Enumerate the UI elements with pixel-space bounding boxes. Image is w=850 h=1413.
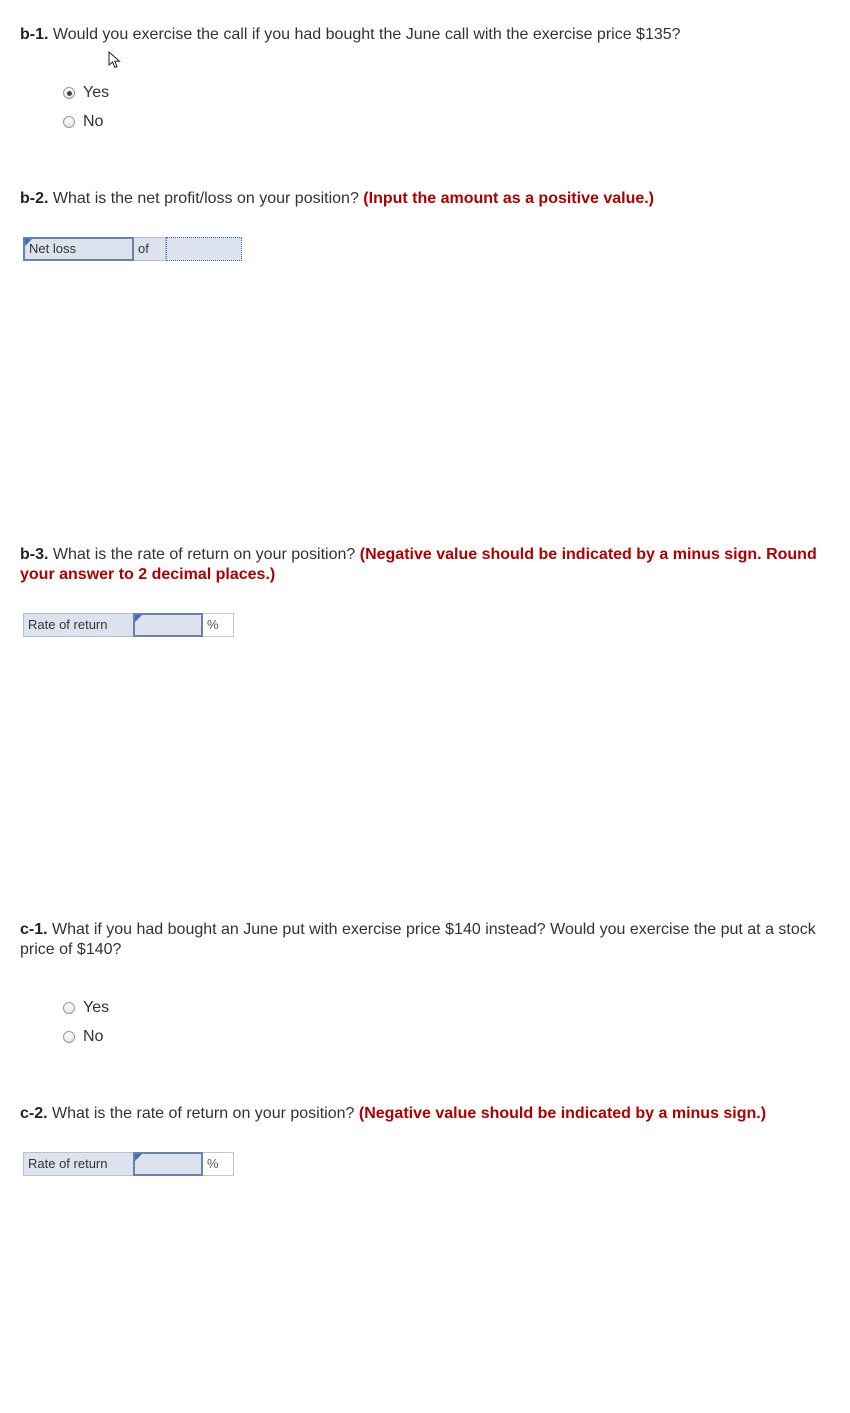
question-number: c-1.: [20, 921, 48, 938]
rate-of-return-label: Rate of return: [23, 613, 134, 637]
rate-of-return-input[interactable]: [133, 1152, 203, 1176]
rate-of-return-label: Rate of return: [23, 1152, 134, 1176]
question-instruction: (Negative value should be indicated by a minus sign.): [358, 1105, 767, 1122]
question-instruction: (Input the amount as a positive value.): [363, 190, 655, 207]
question-number: b-3.: [20, 546, 49, 563]
question-instruction: (Negative value should be indicated by a minus sign. Round your answer to 2 decimal places.): [20, 546, 817, 583]
rate-of-return-input[interactable]: [133, 613, 203, 637]
question-number: b-1.: [20, 26, 49, 43]
radio-option-no[interactable]: [63, 1026, 103, 1048]
input-indicator-icon: [135, 615, 142, 622]
radio-button[interactable]: [63, 1031, 75, 1043]
question-text: What if you had bought an June put with exercise price $140 instead? Would you exercise the put at a stock price of $140?: [20, 921, 816, 958]
radio-label: Yes: [83, 999, 110, 1016]
percent-unit: %: [203, 1152, 234, 1176]
radio-button[interactable]: [63, 116, 75, 128]
question-text: What is the rate of return on your position?: [52, 1105, 355, 1122]
percent-unit: %: [203, 613, 234, 637]
mouse-cursor-icon: [108, 51, 122, 69]
question-number: b-2.: [20, 190, 49, 207]
radio-option-yes[interactable]: [63, 82, 109, 104]
input-indicator-icon: [135, 1154, 142, 1161]
question-b3: [20, 545, 835, 585]
net-amount-input[interactable]: [166, 237, 242, 261]
question-text: What is the net profit/loss on your position?: [52, 190, 359, 207]
question-c2: [20, 1104, 835, 1124]
radio-option-no[interactable]: [63, 111, 103, 133]
dropdown-value: Net loss: [29, 241, 76, 256]
radio-label: Yes: [83, 84, 110, 101]
question-text: What is the rate of return on your position?: [52, 546, 356, 563]
question-c1: [20, 920, 835, 960]
question-b2: [20, 189, 835, 209]
radio-label: No: [83, 1028, 104, 1045]
net-profit-loss-dropdown[interactable]: [23, 237, 134, 261]
question-b1: [20, 25, 835, 45]
radio-option-yes[interactable]: [63, 997, 109, 1019]
radio-button-checked[interactable]: [63, 87, 75, 99]
radio-button[interactable]: [63, 1002, 75, 1014]
dropdown-indicator-icon: [25, 239, 32, 246]
question-number: c-2.: [20, 1105, 48, 1122]
radio-label: No: [83, 113, 104, 130]
connector-label: of: [134, 237, 166, 261]
question-text: Would you exercise the call if you had bought the June call with the exercise price $135?: [52, 26, 681, 43]
